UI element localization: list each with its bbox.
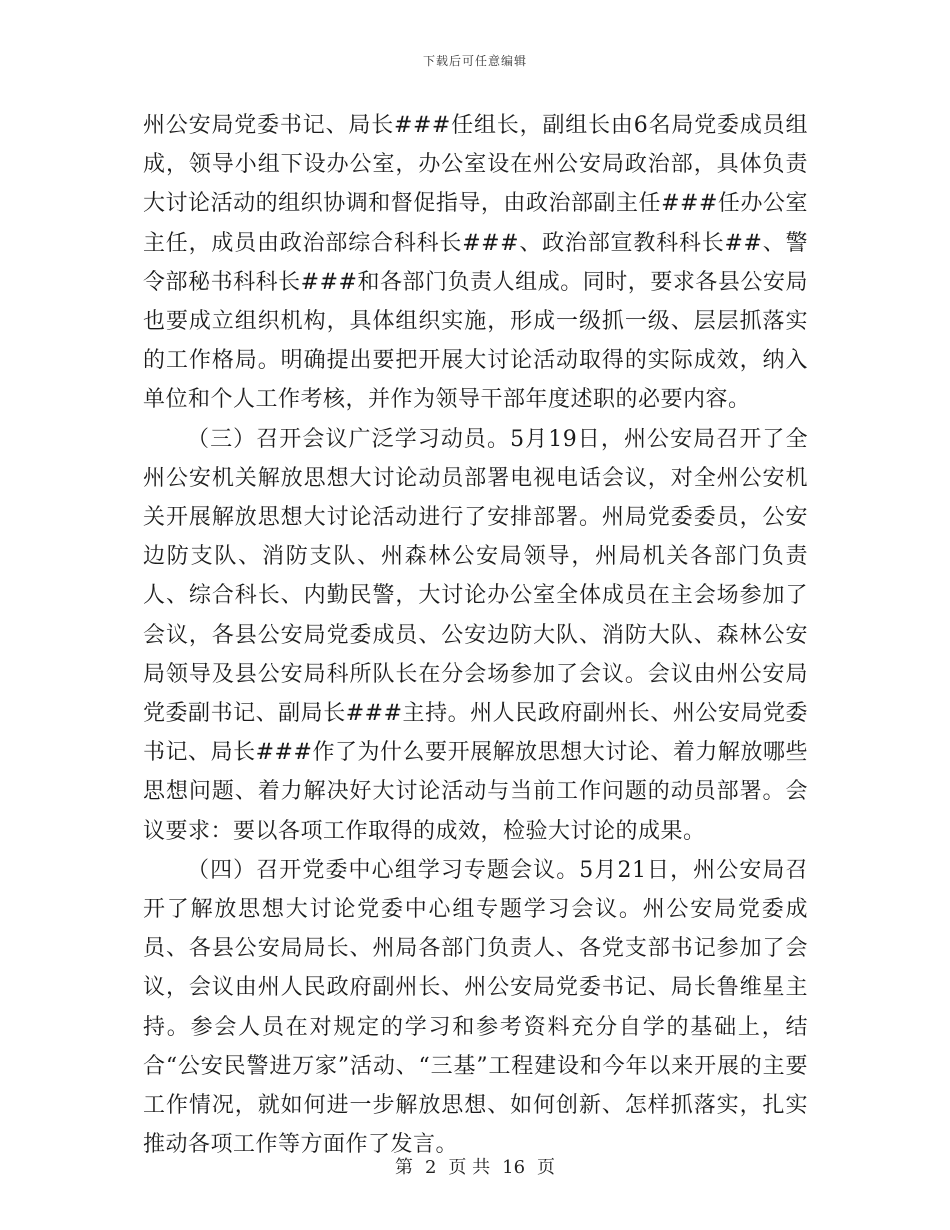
body-paragraph: 州公安局党委书记、局长###任组长，副组长由6名局党委成员组成，领导小组下设办公室，办公室设在州公安局政治部，具体负责大讨论活动的组织协调和督促指导，由政治部副主任###任办公室主任，成员由政治部综合科科长###、政治部宣教科科长##、警令部秘书科科长###和各部门负责人组成。同时，要求各县公安局也要成立组织机构，具体组织实施，形成一级抓一级、层层抓落实的工作格局。明确提出要把开展大讨论活动取得的实际成效，纳入单位和个人工作考核，并作为领导干部年度述职的必要内容。 (143, 113, 808, 413)
page-header-note: 下载后可任意编辑 (422, 54, 527, 68)
page-footer (0, 1153, 950, 1179)
body-paragraph: （三）召开会议广泛学习动员。5月19日，州公安局召开了全州公安机关解放思想大讨论动员部署电视电话会议，对全州公安机关开展解放思想大讨论活动进行了安排部署。州局党委委员，公安边防支队、消防支队、州森林公安局领导，州局机关各部门负责人、综合科长、内勤民警，大讨论办公室全体成员在主会场参加了会议，各县公安局党委成员、公安边防大队、消防大队、森林公安局领导及县公安局科所队长在分会场参加了会议。会议由州公安局党委副书记、副局长###主持。州人民政府副州长、州公安局党委书记、局长###作了为什么要开展解放思想大讨论、着力解放哪些思想问题、着力解决好大讨论活动与当前工作问题的动员部署。会议要求：要以各项工作取得的成效，检验大讨论的成果。 (143, 426, 808, 844)
body-paragraph: （四）召开党委中心组学习专题会议。5月21日，州公安局召开了解放思想大讨论党委中心组专题学习会议。州公安局党委成员、各县公安局局长、州局各部门负责人、各党支部书记参加了会议，会议由州人民政府副州长、州公安局党委书记、局长鲁维星主持。参会人员在对规定的学习和参考资料充分自学的基础上，结合“公安民警进万家”活动、“三基”工程建设和今年以来开展的主要工作情况，就如何进一步解放思想、如何创新、怎样抓落实，扎实推动各项工作等方面作了发言。 (143, 857, 808, 1158)
footer-prefix: 第 (394, 1157, 413, 1178)
footer-middle: 页 共 (448, 1157, 491, 1178)
document-body (143, 106, 808, 1164)
footer-suffix: 页 (537, 1157, 556, 1178)
current-page-number: 2 (424, 1157, 437, 1178)
total-page-count: 16 (502, 1157, 526, 1178)
